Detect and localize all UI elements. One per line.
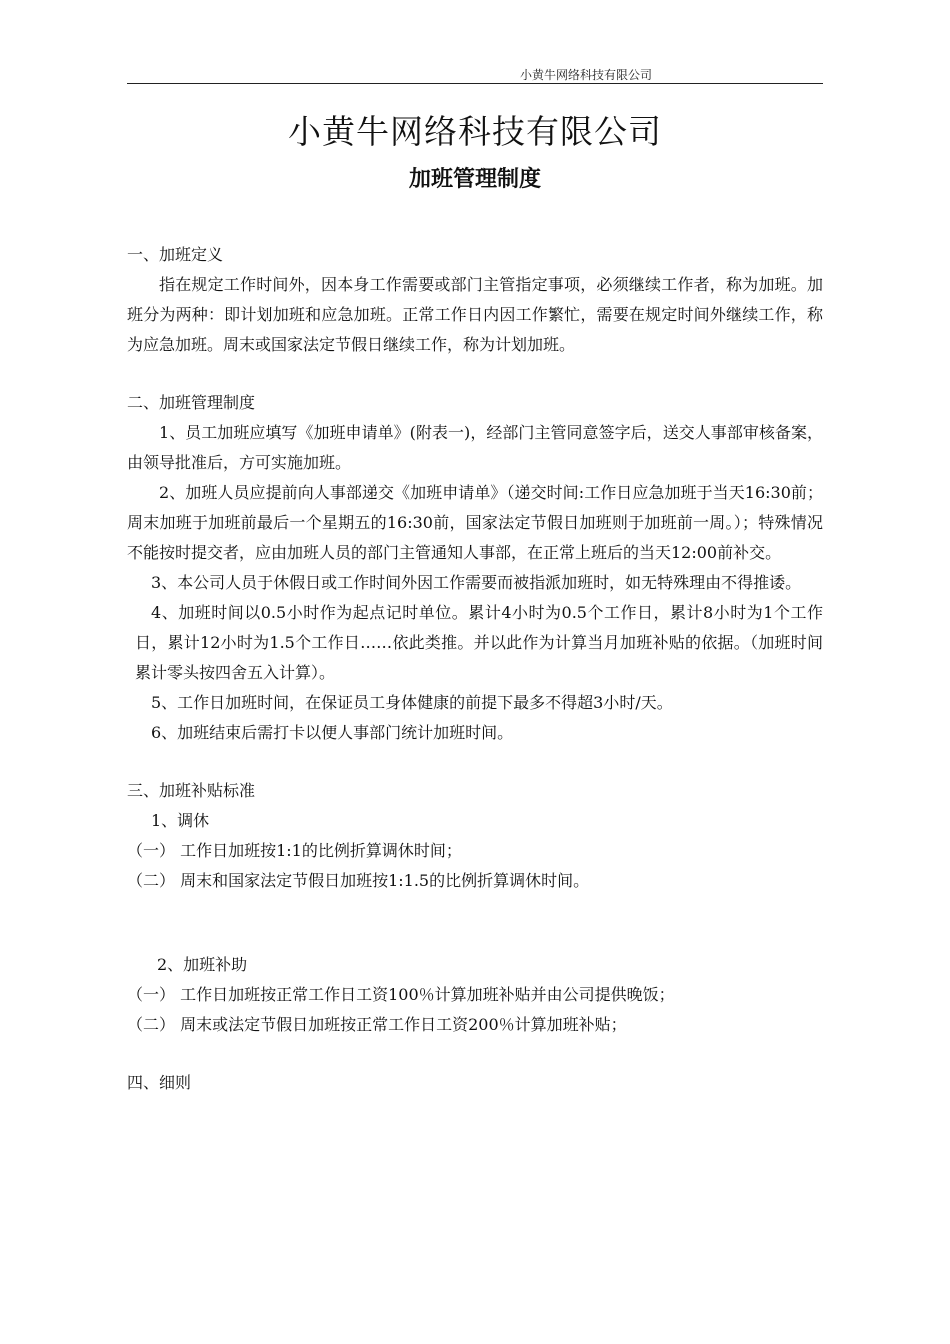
management-item-4: 4、加班时间以0.5小时作为起点记时单位。累计4小时为0.5个工作日，累计8小时为1个工作日，累计12小时为1.5个工作日……依此类推。并以此作为计算当月加班补贴的依据。（加班时间累计零头按四舍五入计算）。 xyxy=(135,603,823,682)
section-heading-management: 二、加班管理制度 xyxy=(127,393,256,412)
section-heading-subsidy: 三、加班补贴标准 xyxy=(127,781,256,800)
section-heading-details: 四、细则 xyxy=(127,1073,192,1092)
header-divider xyxy=(127,83,823,84)
spacer xyxy=(127,748,823,776)
leave-item-2: （二） 周末和国家法定节假日加班按1:1.5的比例折算调休时间。 xyxy=(127,871,590,890)
document-title: 加班管理制度 xyxy=(408,166,541,192)
spacer xyxy=(127,896,823,950)
subsidy-sub-heading-leave: 1、调休 xyxy=(151,811,210,830)
company-title: 小黄牛网络科技有限公司 xyxy=(288,112,662,151)
management-item-5: 5、工作日加班时间，在保证员工身体健康的前提下最多不得超3小时/天。 xyxy=(151,693,673,712)
allowance-item-2: （二） 周末或法定节假日加班按正常工作日工资200％计算加班补贴； xyxy=(127,1015,627,1034)
management-item-1: 1、员工加班应填写《加班申请单》(附表一)，经部门主管同意签字后，送交人事部审核备案，由领导批准后，方可实施加班。 xyxy=(127,423,823,472)
leave-item-1: （一） 工作日加班按1:1的比例折算调休时间； xyxy=(127,841,462,860)
definition-paragraph: 指在规定工作时间外，因本身工作需要或部门主管指定事项，必须继续工作者，称为加班。加班分为两种：即计划加班和应急加班。正常工作日内因工作繁忙，需要在规定时间外继续工作，称为应急加班。周末或国家法定节假日继续工作，称为计划加班。 xyxy=(127,275,823,354)
management-item-2: 2、加班人员应提前向人事部递交《加班申请单》（递交时间:工作日应急加班于当天16:30前；周末加班于加班前最后一个星期五的16:30前，国家法定节假日加班则于加班前一周。）；特殊情况不能按时提交者，应由加班人员的部门主管通知人事部，在正常上班后的当天12:00前补交。 xyxy=(127,483,823,562)
page-header-company: 小黄牛网络科技有限公司 xyxy=(520,68,653,82)
subsidy-sub-heading-allowance: 2、加班补助 xyxy=(157,955,248,974)
management-item-6: 6、加班结束后需打卡以便人事部门统计加班时间。 xyxy=(151,723,514,742)
allowance-item-1: （一） 工作日加班按正常工作日工资100％计算加班补贴并由公司提供晚饭； xyxy=(127,985,675,1004)
spacer xyxy=(127,360,823,388)
management-item-3: 3、本公司人员于休假日或工作时间外因工作需要而被指派加班时，如无特殊理由不得推诿。 xyxy=(151,573,802,592)
section-heading-definition: 一、加班定义 xyxy=(127,245,224,264)
document-body xyxy=(127,240,823,1098)
spacer xyxy=(127,1040,823,1068)
